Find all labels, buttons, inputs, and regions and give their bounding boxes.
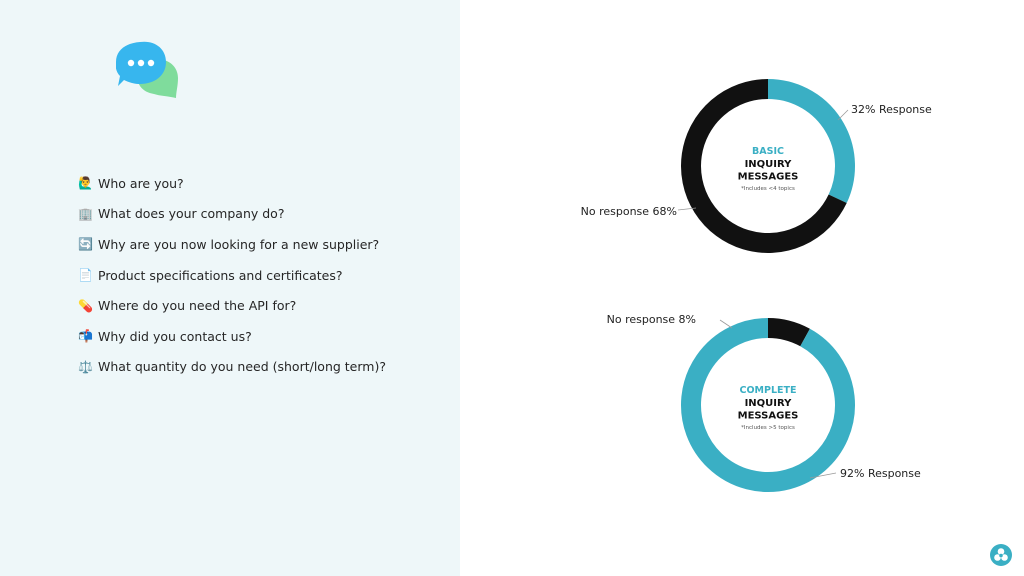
center-label: INQUIRY	[744, 398, 792, 409]
question-text: Where do you need the API for?	[98, 298, 297, 314]
center-note: *Includes >5 topics	[741, 425, 795, 431]
question-list	[78, 168, 386, 382]
brand-logo-icon	[990, 544, 1012, 566]
question-item: 🏢 What does your company do?	[78, 206, 285, 222]
question-text: Product specifications and certificates?	[98, 267, 343, 283]
center-label: MESSAGES	[737, 171, 799, 183]
center-title: BASIC	[752, 146, 784, 157]
question-item: 💊 Where do you need the API for?	[78, 298, 297, 314]
question-item: 📄 Product specifications and certificates?	[78, 267, 343, 283]
questions-panel	[0, 0, 460, 576]
question-text: Why are you now looking for a new supplier?	[98, 236, 380, 252]
center-label: MESSAGES	[737, 410, 799, 422]
question-item: 🙋‍♂️ Who are you?	[78, 175, 184, 191]
question-text: Why did you contact us?	[98, 328, 252, 344]
center-note: *Includes <4 topics	[741, 186, 795, 192]
question-item: ⚖️ What quantity do you need (short/long term)?	[78, 359, 386, 375]
chat-bubbles-icon	[116, 40, 180, 100]
donut-slice-no-response	[768, 328, 805, 338]
donut-charts	[460, 0, 1024, 576]
question-item: 📬 Why did you contact us?	[78, 328, 252, 344]
center-label: INQUIRY	[744, 159, 792, 170]
slice-label: 92% Response	[840, 467, 921, 480]
label-leader-line	[720, 320, 732, 328]
question-text: Who are you?	[98, 175, 184, 191]
question-text: What does your company do?	[98, 206, 285, 222]
slice-label: No response 68%	[580, 205, 677, 218]
charts-area	[460, 0, 1024, 576]
label-leader-line	[838, 110, 848, 120]
question-item: 🔄 Why are you now looking for a new supplier?	[78, 236, 380, 252]
slice-label: 32% Response	[851, 103, 932, 116]
center-title: COMPLETE	[739, 385, 797, 396]
question-text: What quantity do you need (short/long term)?	[98, 359, 386, 375]
slice-label: No response 8%	[606, 313, 696, 326]
